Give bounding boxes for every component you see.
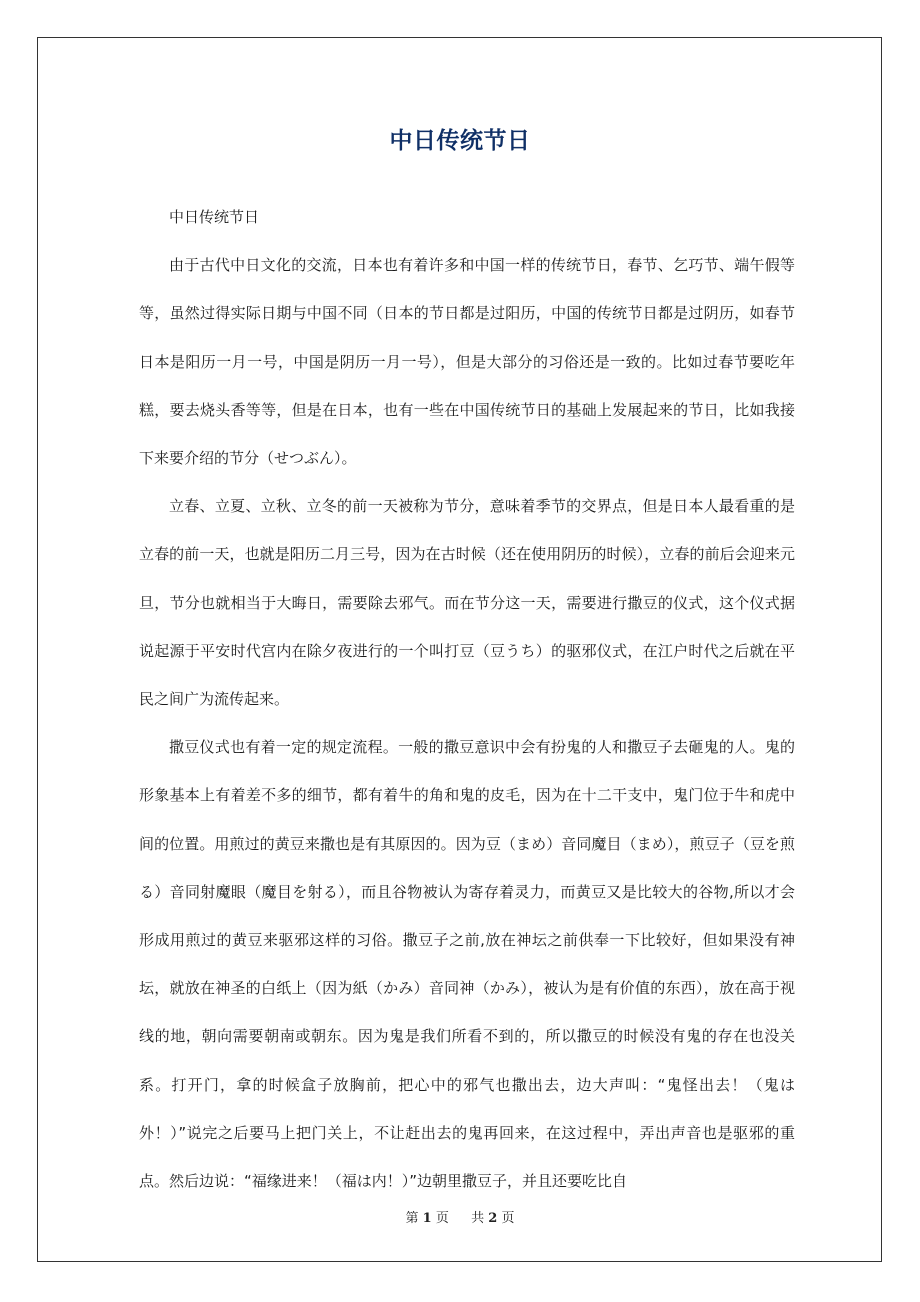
document-body xyxy=(139,193,795,1205)
footer-page-prefix: 第 xyxy=(405,1211,419,1226)
page-footer xyxy=(0,1207,920,1226)
document-title: 中日传统节日 xyxy=(389,128,531,154)
paragraph-setsubun-definition: 立春、立夏、立秋、立冬的前一天被称为节分，意味着季节的交界点，但是日本人最看重的是立春的前一天，也就是阳历二月三号，因为在古时候（还在使用阴历的时候），立春的前后会迎来元旦，节分也就相当于大晦日，需要除去邪气。而在节分这一天，需要进行撒豆的仪式，这个仪式据说起源于平安时代宫内在除夕夜进行的一个叫打豆（豆うち）的驱邪仪式，在江户时代之后就在平民之间广为流传起来。 xyxy=(139,497,795,709)
footer-page-total: 2 xyxy=(488,1211,498,1226)
paragraph-intro: 由于古代中日文化的交流，日本也有着许多和中国一样的传统节日，春节、乞巧节、端午假等等，虽然过得实际日期与中国不同（日本的节日都是过阳历，中国的传统节日都是过阴历，如春节日本是阳历一月一号，中国是阴历一月一号），但是大部分的习俗还是一致的。比如过春节要吃年糕，要去烧头香等等，但是在日本，也有一些在中国传统节日的基础上发展起来的节日，比如我接下来要介绍的节分（せつぶん）。 xyxy=(139,256,795,468)
footer-page-unit: 页 xyxy=(435,1211,449,1226)
paragraph-subtitle: 中日传统节日 xyxy=(169,208,260,226)
footer-total-prefix: 共 xyxy=(471,1211,485,1226)
footer-total-unit: 页 xyxy=(501,1211,515,1226)
footer-page-current: 1 xyxy=(422,1211,432,1226)
paragraph-bean-throwing-ritual: 撒豆仪式也有着一定的规定流程。一般的撒豆意识中会有扮鬼的人和撒豆子去砸鬼的人。鬼的形象基本上有着差不多的细节，都有着牛的角和鬼的皮毛，因为在十二干支中，鬼门位于牛和虎中间的位置。用煎过的黄豆来撒也是有其原因的。因为豆（まめ）音同魔目（まめ），煎豆子（豆を煎る）音同射魔眼（魔目を射る），而且谷物被认为寄存着灵力，而黄豆又是比较大的谷物,所以才会形成用煎过的黄豆来驱邪这样的习俗。撒豆子之前,放在神坛之前供奉一下比较好，但如果没有神坛，就放在神圣的白纸上（因为紙（かみ）音同神（かみ），被认为是有价值的东西），放在高于视线的地，朝向需要朝南或朝东。因为鬼是我们所看不到的，所以撒豆的时候没有鬼的存在也没关系。打开门，拿的时候盒子放胸前，把心中的邪气也撒出去，边大声叫：“鬼怪出去！（鬼は外！）”说完之后要马上把门关上，不让赶出去的鬼再回来，在这过程中，弄出声音也是驱邪的重点。然后边说：“福缘进来！（福は内！）”边朝里撒豆子，并且还要吃比自 xyxy=(139,738,795,1191)
